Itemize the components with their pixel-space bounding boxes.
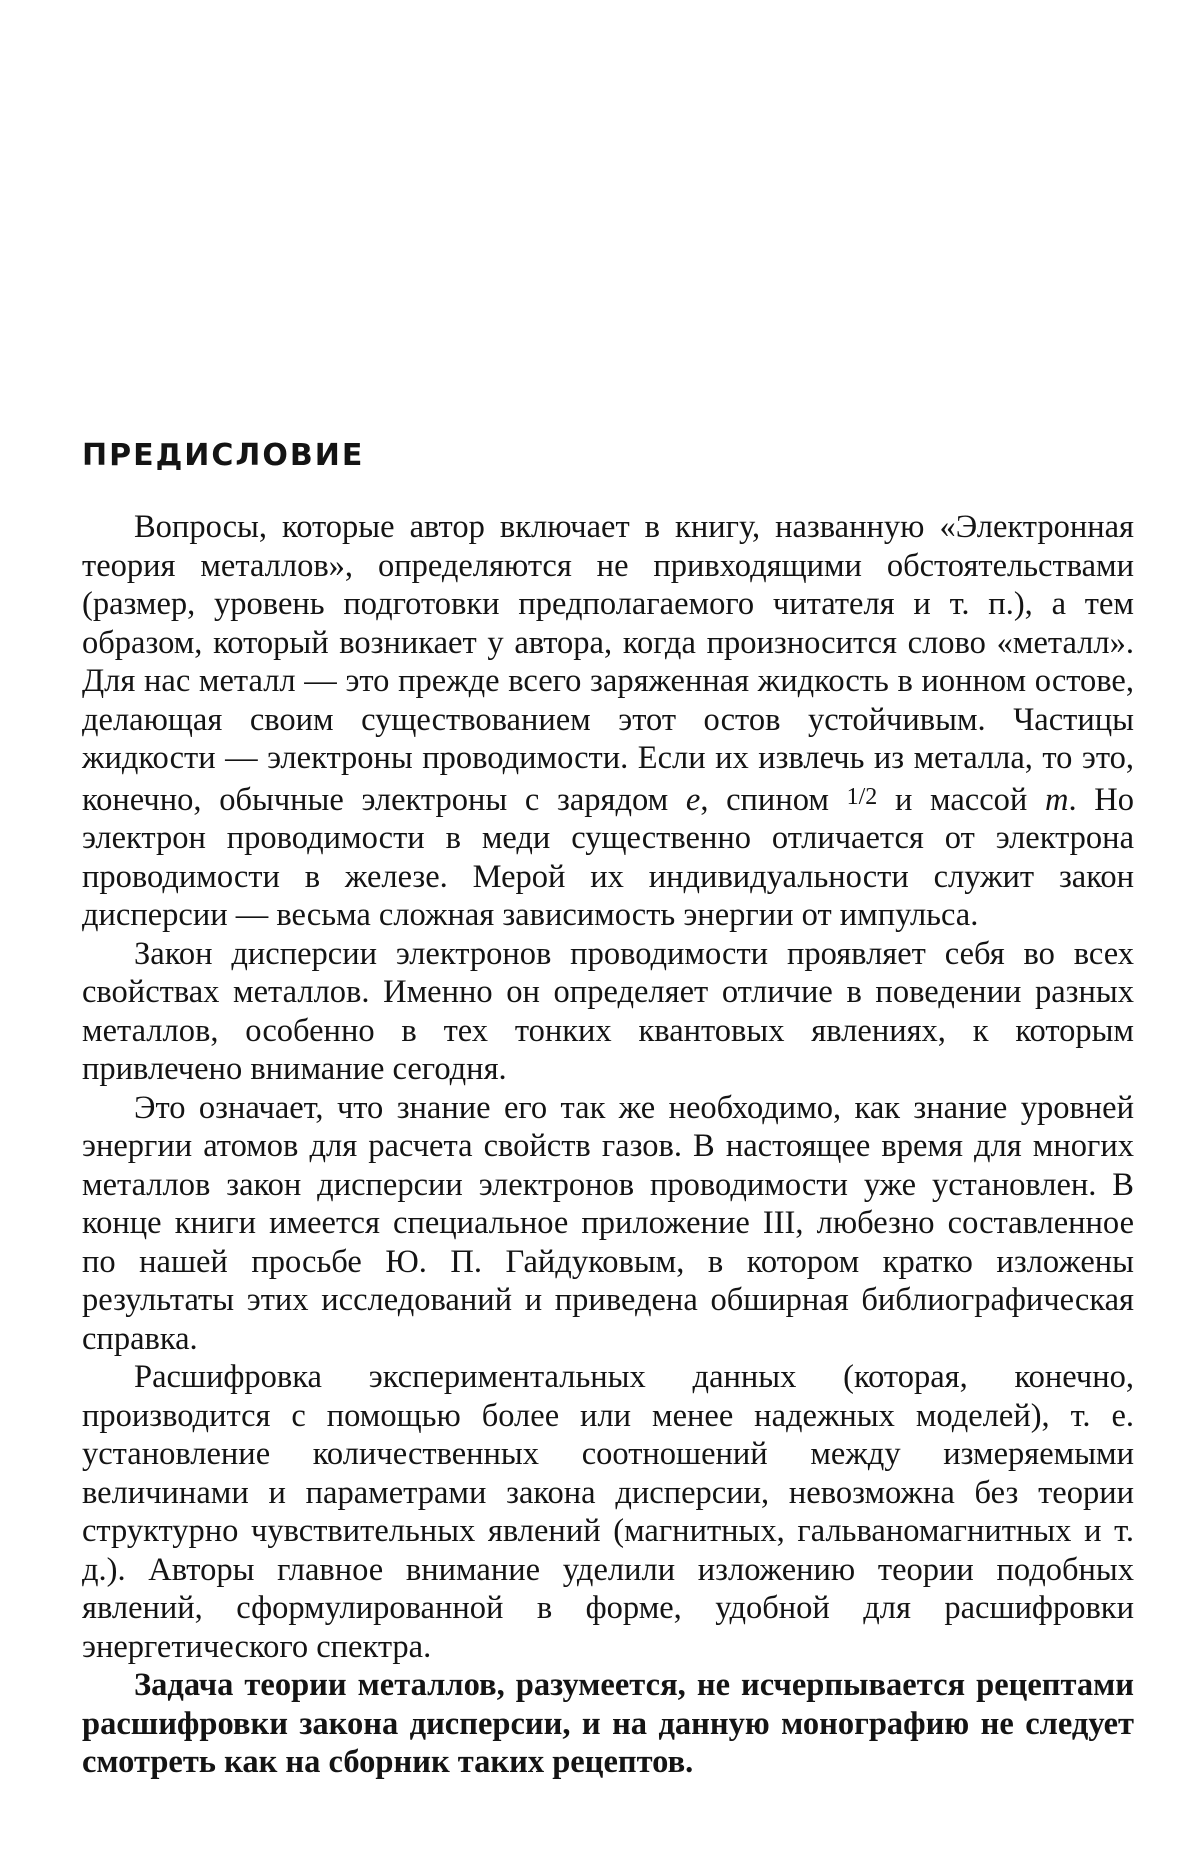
spin-fraction: 1/2 <box>847 784 878 810</box>
paragraph-1 <box>82 508 1134 935</box>
paragraph-2: Закон дисперсии электронов проводимости проявляет себя во всех свойствах металлов. Именно он определяет отличие в поведении разных металлов, особенно в тех тонких квантовых явлениях, к которым привлечено внимание сегодня. <box>82 935 1134 1089</box>
page-title: ПРЕДИСЛОВИЕ <box>82 438 364 473</box>
paragraph-1-text-b: , спином <box>700 782 829 818</box>
paragraph-1-text-d: . Но электрон проводимости в меди существенно отличается от электрона проводимости в железе. Мерой их индивидуальности служит закон дисперсии — весьма сложная зависимость энергии от импульса. <box>82 782 1134 934</box>
paragraph-4: Расшифровка экспериментальных данных (которая, конечно, производится с помощью более или менее надежных моделей), т. е. установление количественных соотношений между измеряемыми величинами и параметрами закона дисперсии, невозможна без теории структурно чувствительных явлений (магнитных, гальваномагнитных и т. д.). Авторы главное внимание уделили изложению теории подобных явлений, сформулированной в форме, удобной для расшифровки энергетического спектра. <box>82 1358 1134 1666</box>
page <box>0 0 1200 1867</box>
charge-symbol: e <box>686 782 700 818</box>
paragraph-1-text-c: и массой <box>895 782 1027 818</box>
paragraph-1-text-a: Вопросы, которые автор включает в книгу, названную «Электронная теория металлов», определяются не привходящими обстоятельствами (размер, уровень подготовки предполагаемого читателя и т. п.), а тем образом, который возникает у автора, когда произносится слово «металл». Для нас металл — это прежде всего заряженная жидкость в ионном остове, делающая своим существованием этот остов устойчивым. Частицы жидкости — электроны проводимости. Если их извлечь из металла, то это, конечно, обычные электроны с зарядом <box>82 509 1134 818</box>
mass-symbol: m <box>1045 782 1068 818</box>
body-text <box>82 508 1134 1782</box>
paragraph-5: Задача теории металлов, разумеется, не исчерпывается рецептами расшифровки закона дисперсии, и на данную монографию не следует смотреть как на сборник таких рецептов. <box>82 1666 1134 1782</box>
paragraph-3: Это означает, что знание его так же необходимо, как знание уровней энергии атомов для расчета свойств газов. В настоящее время для многих металлов закон дисперсии электронов проводимости уже установлен. В конце книги имеется специальное приложение III, любезно составленное по нашей просьбе Ю. П. Гайдуковым, в котором кратко изложены результаты этих исследований и приведена обширная библиографическая справка. <box>82 1089 1134 1359</box>
